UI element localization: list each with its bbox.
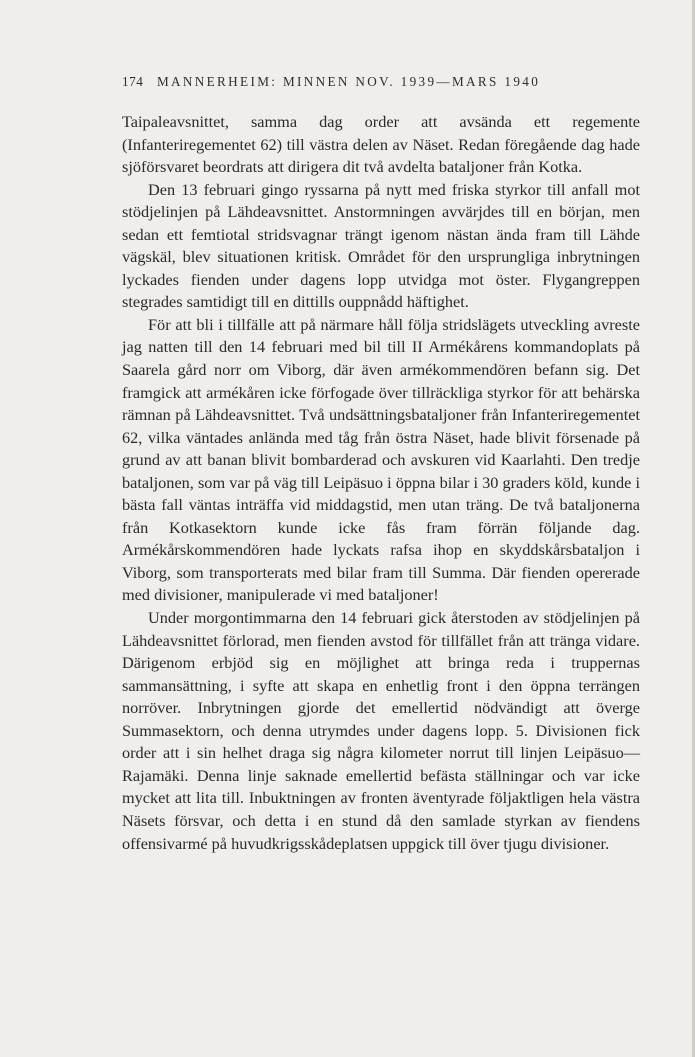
body-text xyxy=(122,111,640,855)
paragraph: Under morgontimmarna den 14 februari gick återstoden av stödjelinjen på Lähdeavsnittet förlorad, men fienden avstod för tillfället från att tränga vidare. Därigenom erbjöd sig en möjlighet att bringa reda i truppernas sammansättning, i syfte att skapa en enhetlig front i den öppna terrängen norröver. Inbrytningen gjorde det emellertid nödvändigt att överge Summasektorn, och denna utrymdes under dagens lopp. 5. Divisionen fick order att i sin helhet draga sig några kilometer norrut till linjen Leipäsuo—Rajamäki. Denna linje saknade emellertid befästa ställningar och var icke mycket att lita till. Inbuktningen av fronten äventyrade följaktligen hela västra Näsets försvar, och detta i en stund då den samlade styrkan av fiendens offensivarmé på huvudkrigsskådeplatsen uppgick till över tjugu divisioner. xyxy=(122,608,640,853)
running-title: MANNERHEIM: MINNEN NOV. 1939—MARS 1940 xyxy=(156,74,541,89)
paragraph: För att bli i tillfälle att på närmare håll följa stridslägets utveckling avreste jag natten till den 14 februari med bil till II Armékårens kommandoplats på Saarela gård norr om Viborg, där även armékommendören befann sig. Det framgick att armékåren icke förfogade över tillräckliga styrkor för att behärska rämnan på Lähdeavsnittet. Två undsättningsbataljoner från Infanteriregementet 62, vilka väntades anlända med tåg från östra Näset, hade blivit försenade på grund av att banan blivit bombarderad och avskuren vid Kaarlahti. Den tredje bataljonen, som var på väg till Leipäsuo i öppna bilar i 30 graders köld, kunde i bästa fall väntas inträffa vid middagstid, men utan träng. De två bataljonerna från Kotkasektorn kunde icke fås fram förrän följande dag. Armékårskommendören hade lyckats rafsa ihop en skyddskårsbataljon i Viborg, som transporterats med bilar fram till Summa. Där fienden opererade med divisioner, manipulerade vi med bataljoner! xyxy=(122,314,640,605)
running-header xyxy=(122,74,642,90)
paragraph-continued: Taipaleavsnittet, samma dag order att avsända ett regemente (Infanteriregementet 62) till västra delen av Näset. Redan föregående dag hade sjöförsvaret beordrats att dirigera dit två avdelta bataljoner från Kotka. xyxy=(122,112,640,177)
page-number: 174 xyxy=(122,74,144,89)
paragraph: Den 13 februari gingo ryssarna på nytt med friska styrkor till anfall mot stödjelinjen på Lähdeavsnittet. Anstormningen avvärjdes till en början, men sedan ett femtiotal stridsvagnar trängt igenom nästan ända fram till Lähde vägskäl, blev situationen kritisk. Området för den ursprungliga inbrytningen lyckades fienden under dagens lopp utvidga mot öster. Flygangreppen stegrades samtidigt till en dittills ouppnådd häftighet. xyxy=(122,179,640,312)
